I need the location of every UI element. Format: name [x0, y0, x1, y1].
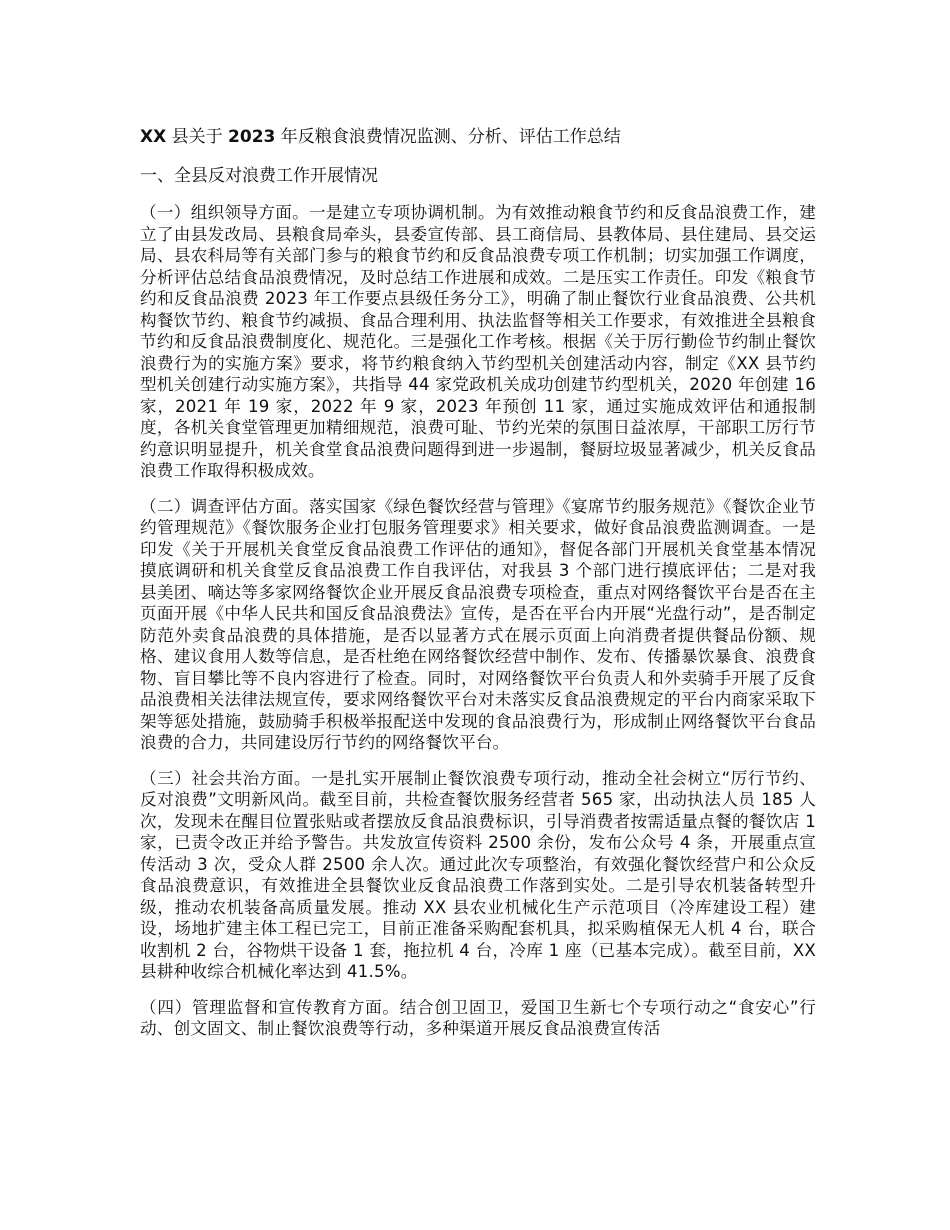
title-part-2: 年反粮食浪费情况监测、分析、评估工作总结 — [275, 127, 621, 147]
document-page — [140, 124, 816, 1054]
paragraph-supervision-publicity: （四）管理监督和宣传教育方面。结合创卫固卫，爱国卫生新七个专项行动之“食安心”行动、创文固文、制止餐饮浪费等行动，多种渠道开展反食品浪费宣传活 — [140, 997, 816, 1038]
document-title — [140, 124, 816, 150]
title-year: 2023 — [228, 127, 276, 147]
paragraph-survey-evaluation: （二）调查评估方面。落实国家《绿色餐饮经营与管理》《宴席节约服务规范》《餐饮企业节约管理规范》《餐饮服务企业打包服务管理要求》相关要求，做好食品浪费监测调查。一是印发《关于开展机关食堂反食品浪费工作评估的通知》，督促各部门开展机关食堂基本情况摸底调研和机关食堂反食品浪费工作自我评估，对我县 3 个部门进行摸底评估；二是对我县美团、嘀达等多家网络餐饮企业开展反食品浪费专项检查，重点对网络餐饮平台是否在主页面开展《中华人民共和国反食品浪费法》宣传，是否在平台内开展“光盘行动”，是否制定防范外卖食品浪费的具体措施，是否以显著方式在展示页面上向消费者提供餐品份额、规格、建议食用人数等信息，是否杜绝在网络餐饮经营中制作、发布、传播暴饮暴食、浪费食物、盲目攀比等不良内容进行了检查。同时，对网络餐饮平台负责人和外卖骑手开展了反食品浪费相关法律法规宣传，要求网络餐饮平台对未落实反食品浪费规定的平台内商家采取下架等惩处措施，鼓励骑手积极举报配送中发现的食品浪费行为，形成制止网络餐饮平台食品浪费的合力，共同建设厉行节约的网络餐饮平台。 — [140, 496, 816, 752]
title-part-1: 县关于 — [166, 127, 229, 147]
title-prefix: XX — [140, 127, 167, 147]
paragraph-social-governance: （三）社会共治方面。一是扎实开展制止餐饮浪费专项行动，推动全社会树立“厉行节约、反对浪费”文明新风尚。截至目前，共检查餐饮服务经营者 565 家，出动执法人员 185 人次，发现未在醒目位置张贴或者摆放反食品浪费标识，引导消费者按需适量点餐的餐饮店 1 家，已责令改正并给予警告。共发放宣传资料 2500 余份，发布公众号 4 条，开展重点宣传活动 3 次，受众人群 2500 余人次。通过此次专项整治，有效强化餐饮经营户和公众反食品浪费意识，有效推进全县餐饮业反食品浪费工作落到实处。二是引导农机装备转型升级，推动农机装备高质量发展。推动 XX 县农业机械化生产示范项目（冷库建设工程）建设，场地扩建主体工程已完工，目前正准备采购配套机具，拟采购植保无人机 4 台，联合收割机 2 台，谷物烘干设备 1 套，拖拉机 4 台，冷库 1 座（已基本完成）。截至目前，XX 县耕种收综合机械化率达到 41.5%。 — [140, 768, 816, 981]
paragraph-organization-leadership: （一）组织领导方面。一是建立专项协调机制。为有效推动粮食节约和反食品浪费工作，建立了由县发改局、县粮食局牵头，县委宣传部、县工商信局、县教体局、县住建局、县交运局、县农科局等有关部门参与的粮食节约和反食品浪费专项工作机制；切实加强工作调度，分析评估总结食品浪费情况，及时总结工作进展和成效。二是压实工作责任。印发《粮食节约和反食品浪费 2023 年工作要点县级任务分工》，明确了制止餐饮行业食品浪费、公共机构餐饮节约、粮食节约减损、食品合理利用、执法监督等相关工作要求，有效推进全县粮食节约和反食品浪费制度化、规范化。三是强化工作考核。根据《关于厉行勤俭节约制止餐饮浪费行为的实施方案》要求，将节约粮食纳入节约型机关创建活动内容，制定《XX 县节约型机关创建行动实施方案》，共指导 44 家党政机关成功创建节约型机关，2020 年创建 16 家，2021 年 19 家，2022 年 9 家，2023 年预创 11 家，通过实施成效评估和通报制度，各机关食堂管理更加精细规范，浪费可耻、节约光荣的氛围日益浓厚，干部职工厉行节约意识明显提升，机关食堂食品浪费问题得到进一步遏制，餐厨垃圾显著减少，机关反食品浪费工作取得积极成效。 — [140, 203, 816, 480]
section-heading: 一、全县反对浪费工作开展情况 — [140, 166, 378, 186]
